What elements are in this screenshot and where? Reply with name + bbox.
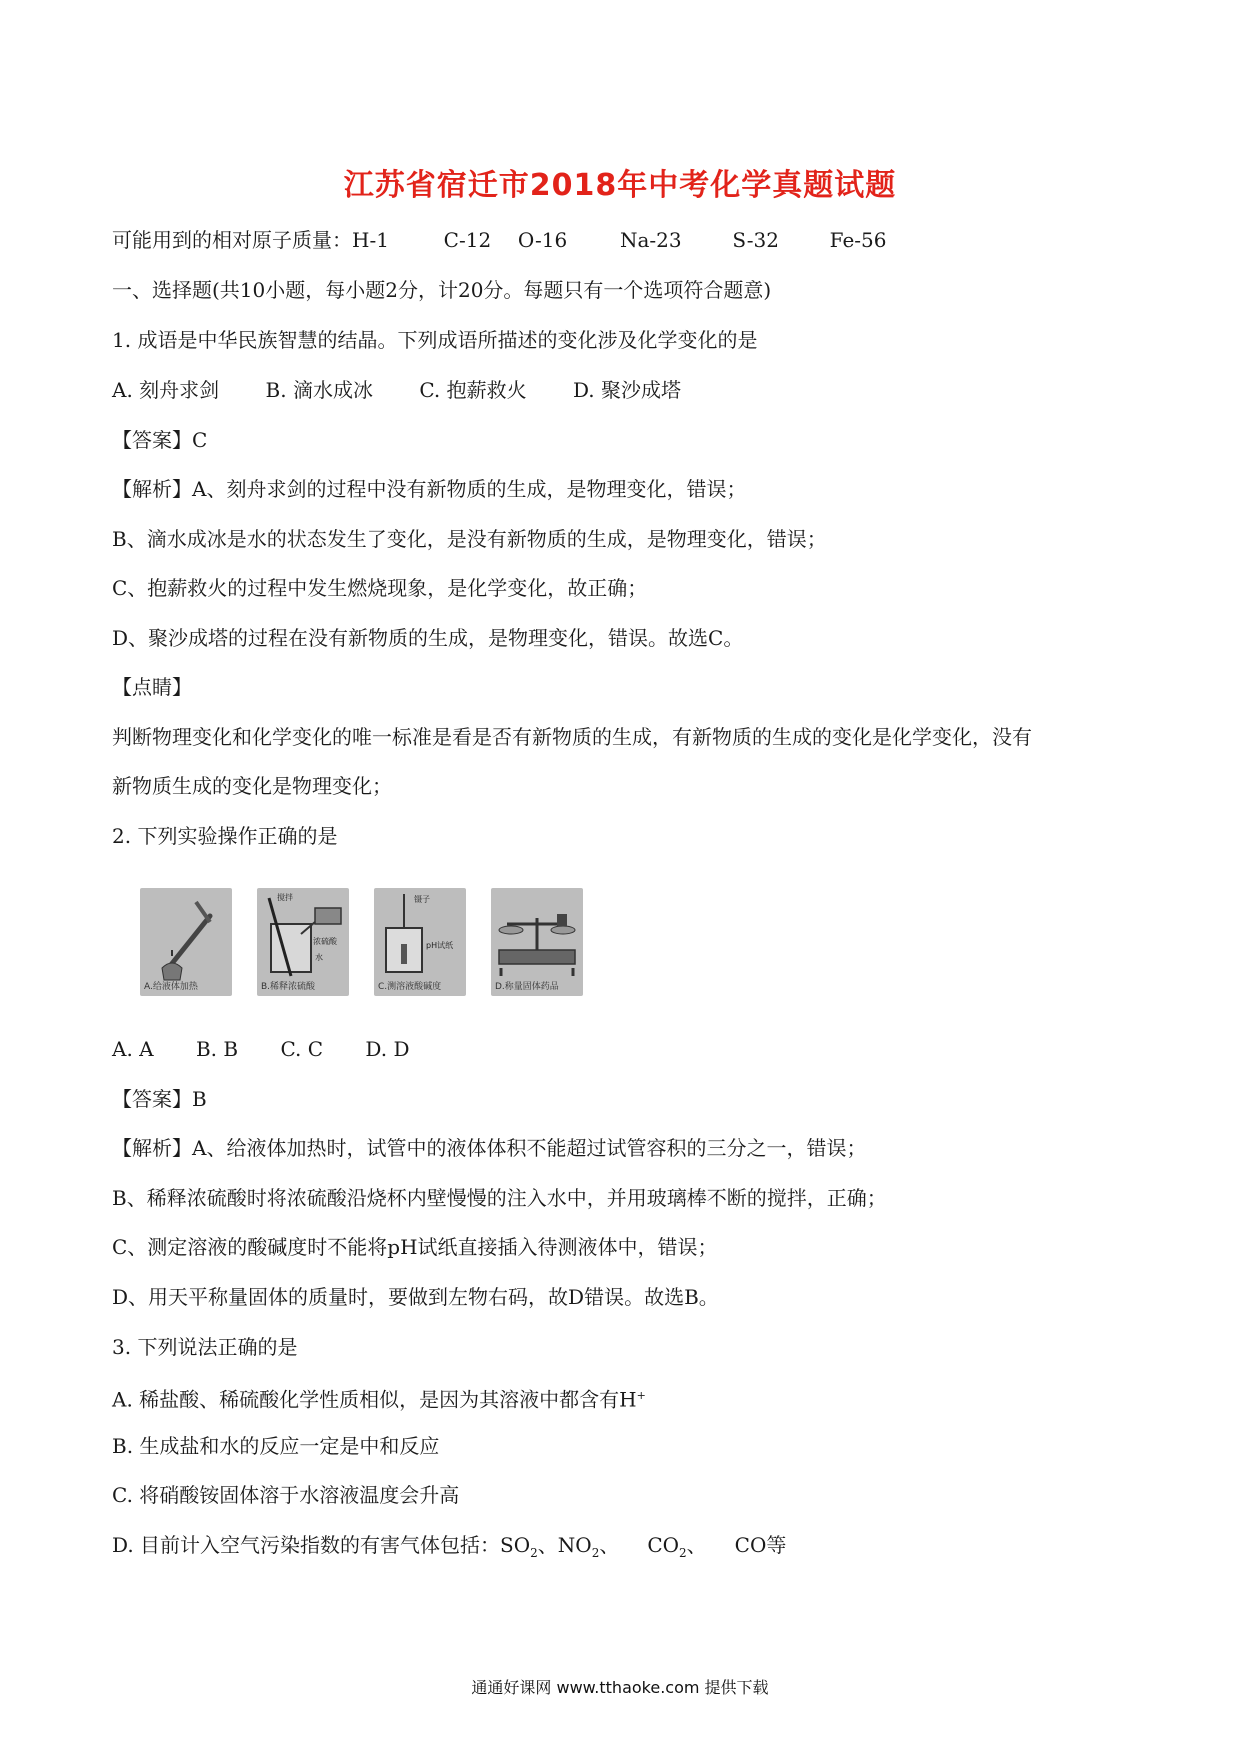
q2-option-c: C. C (280, 1037, 324, 1061)
figure-a-caption: A.给液体加热 (144, 982, 198, 992)
q1-tip-line-1: 判断物理变化和化学变化的唯一标准是看是否有新物质的生成，有新物质的生成的变化是化学变化，没有 (112, 725, 1032, 749)
q3-so2-sub: 2 (530, 1546, 538, 1560)
section-header: 一、选择题(共10小题，每小题2分，计20分。每题只有一个选项符合题意) (112, 278, 772, 302)
figure-b-dilute-acid (257, 888, 349, 996)
atomic-mass-na: Na-23 (619, 228, 682, 252)
q3-option-c: C. 将硝酸铵固体溶于水溶液温度会升高 (112, 1483, 460, 1507)
q2-figures (140, 888, 600, 998)
q3-option-b: B. 生成盐和水的反应一定是中和反应 (112, 1434, 440, 1458)
footer-download-source: 通通好课网 www.tthaoke.com 提供下载 (471, 1678, 769, 1697)
q3-no2-sub: 2 (591, 1546, 600, 1560)
q3-sep3: 、 (686, 1533, 707, 1557)
q2-analysis-c: C、测定溶液的酸碱度时不能将pH试纸直接插入待测液体中，错误； (112, 1235, 718, 1259)
figure-b-label-acid: 浓硫酸 (313, 937, 337, 946)
q1-options (112, 376, 1140, 404)
figure-c-ph-test (374, 888, 466, 996)
figure-d-caption: D.称量固体药品 (495, 982, 559, 992)
q2-stem: 2. 下列实验操作正确的是 (112, 824, 338, 848)
q3-option-d (112, 1531, 1140, 1567)
q2-option-a: A. A (112, 1037, 154, 1061)
q1-option-d: D. 聚沙成塔 (572, 378, 682, 402)
q1-tip-line-2: 新物质生成的变化是物理变化； (112, 774, 392, 798)
q1-option-c: C. 抱薪救火 (419, 378, 527, 402)
page-title: 江苏省宿迁市2018年中考化学真题试题 (343, 168, 897, 203)
figure-b-label-stir: 搅拌 (277, 893, 293, 902)
figure-a-heating-liquid (140, 888, 232, 996)
q3-option-a-sup: + (636, 1389, 646, 1402)
q3-option-d-prefix: D. 目前计入空气污染指数的有害气体包括：SO (112, 1533, 531, 1557)
q3-stem: 3. 下列说法正确的是 (112, 1335, 298, 1359)
q2-analysis-a: 【解析】A、给液体加热时，试管中的液体体积不能超过试管容积的三分之一，错误； (112, 1136, 867, 1160)
figure-c-caption: C.测溶液酸碱度 (378, 982, 442, 992)
q2-analysis-d: D、用天平称量固体的质量时，要做到左物右码，故D错误。故选B。 (112, 1285, 719, 1309)
figure-b-label-water: 水 (315, 953, 323, 962)
figure-b-caption: B.稀释浓硫酸 (261, 982, 316, 992)
atomic-mass-label: 可能用到的相对原子质量：H-1 (112, 228, 389, 252)
q2-answer: 【答案】B (112, 1087, 207, 1111)
q1-tip-label: 【点睛】 (112, 675, 192, 699)
q3-co2: CO (647, 1533, 680, 1557)
q3-co2-sub: 2 (679, 1546, 687, 1560)
q1-answer: 【答案】C (112, 428, 208, 452)
figure-d-balance (491, 888, 583, 996)
q1-analysis-b: B、滴水成冰是水的状态发生了变化，是没有新物质的生成，是物理变化，错误； (112, 527, 827, 551)
q1-option-a: A. 刻舟求剑 (112, 378, 220, 402)
q3-sep2: 、 (599, 1533, 620, 1557)
q2-option-b: B. B (195, 1037, 239, 1061)
figure-c-label-ph-paper: pH试纸 (426, 941, 454, 950)
atomic-mass-s: S-32 (732, 228, 779, 252)
atomic-mass-o: O-16 (517, 228, 568, 252)
atomic-mass-fe: Fe-56 (829, 228, 887, 252)
atomic-mass-c: C-12 (443, 228, 492, 252)
q3-no2: 、NO (537, 1533, 592, 1557)
q1-stem: 1. 成语是中华民族智慧的结晶。下列成语所描述的变化涉及化学变化的是 (112, 328, 758, 352)
q1-analysis-d: D、聚沙成塔的过程在没有新物质的生成，是物理变化，错误。故选C。 (112, 626, 744, 650)
q1-option-b: B. 滴水成冰 (265, 378, 373, 402)
q1-analysis-a: 【解析】A、刻舟求剑的过程中没有新物质的生成，是物理变化，错误； (112, 477, 747, 501)
q2-option-d: D. D (365, 1037, 410, 1061)
q1-analysis-c: C、抱薪救火的过程中发生燃烧现象，是化学变化，故正确； (112, 576, 648, 600)
atomic-mass-line (112, 226, 1140, 254)
q2-analysis-b: B、稀释浓硫酸时将浓硫酸沿烧杯内壁慢慢的注入水中，并用玻璃棒不断的搅拌，正确； (112, 1186, 887, 1210)
q3-option-a (112, 1382, 1140, 1414)
q3-co-end: CO等 (734, 1533, 787, 1557)
q3-option-a-text: A. 稀盐酸、稀硫酸化学性质相似，是因为其溶液中都含有H (112, 1387, 637, 1412)
figure-c-label-tweezers: 镊子 (414, 895, 430, 904)
q2-options (112, 1035, 1140, 1063)
